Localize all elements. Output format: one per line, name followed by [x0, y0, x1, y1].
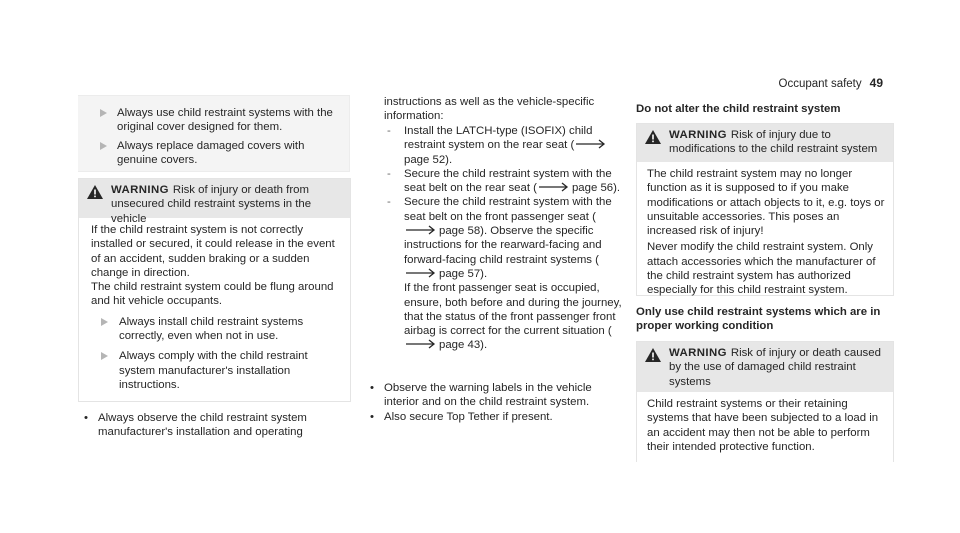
list-item — [384, 195, 629, 352]
item-text — [404, 281, 629, 352]
warning-box — [636, 123, 894, 296]
instruction-text: Always use child restraint systems with the original cover designed for them. — [117, 107, 333, 134]
bullet-list — [78, 411, 343, 440]
list-item: • Always observe the child restraint system manufacturer's installation and operating — [78, 411, 343, 440]
warning-body — [79, 218, 350, 400]
warning-paragraph: If the child restraint system is not correctly installed or secured, it could release in the event of an accident, sudden braking or a sudden change in direction. — [91, 224, 335, 279]
warning-label: WARNING — [669, 129, 727, 141]
list-item: • Also secure Top Tether if present. — [364, 410, 626, 424]
warning-box — [636, 341, 894, 462]
list-item: • Observe the warning labels in the vehicle interior and on the child restraint system. — [364, 381, 626, 410]
instruction-text: Always install child restraint systems correctly, even when not in use. — [119, 315, 304, 343]
warning-paragraph: The child restraint system could be flung around and hit vehicle occupants. — [91, 281, 334, 308]
warning-header — [637, 342, 893, 392]
page-reference-arrow-icon — [576, 139, 606, 149]
instruction-box — [78, 95, 350, 172]
page-header — [779, 76, 883, 91]
warning-title: Risk of injury or death caused by the use of damaged child restraint systems — [669, 347, 881, 388]
warning-header — [637, 124, 893, 162]
warning-body — [637, 162, 893, 306]
instruction-text: Always replace damaged covers with genuine covers. — [117, 140, 305, 167]
item-text: Secure the child restraint system with the seat belt on the front passenger seat ( — [404, 196, 612, 223]
warning-triangle-icon — [645, 348, 661, 362]
warning-label: WARNING — [669, 347, 727, 359]
page-reference-arrow-icon — [406, 339, 436, 349]
page-reference-link[interactable]: page 57). — [439, 267, 488, 280]
instruction-text: Always comply with the child restraint system manufacturer's installation instructions. — [119, 350, 308, 391]
paragraph: instructions as well as the vehicle-specific information: — [384, 96, 595, 123]
warning-box — [78, 178, 351, 402]
page-reference-arrow-icon — [406, 268, 436, 278]
instruction-item — [78, 139, 347, 168]
list-item — [384, 124, 629, 167]
page-reference-arrow-icon — [406, 225, 436, 235]
page-reference-link[interactable]: page 43). — [439, 339, 488, 352]
page-reference-arrow-icon — [539, 182, 569, 192]
warning-paragraph: Child restraint systems or their retaining systems that have been subjected to a load in an accident may then not be able to perform their intended protective function. — [647, 398, 879, 453]
instruction-item — [79, 315, 342, 344]
section-title: Occupant safety — [778, 78, 862, 90]
page-reference-link[interactable]: page 56). — [571, 182, 621, 195]
page-reference-link[interactable]: page 58). Observe the specific instructions for the rearward-facing and forward-facing child restraint systems ( — [404, 225, 602, 266]
instruction-item — [78, 106, 347, 135]
dash-list — [384, 124, 629, 353]
list-item — [384, 167, 629, 196]
section-heading: Only use child restraint systems which are in proper working condition — [636, 306, 881, 333]
section-heading: Do not alter the child restraint system — [636, 103, 841, 115]
warning-label: WARNING — [111, 184, 169, 196]
page-reference-link[interactable]: page 52). — [404, 153, 453, 166]
instruction-item — [79, 349, 342, 392]
item-text: Secure the child restraint system with the seat belt on the rear seat ( — [404, 167, 612, 195]
warning-paragraph: The child restraint system may no longer function as it is supposed to if you make modifications or attach objects to it, e.g. toys or unsuitable accessories. This poses an increased risk of injury! — [647, 168, 885, 238]
page-number: 49 — [869, 76, 883, 90]
warning-title: Risk of injury due to modifications to the child restraint system — [669, 129, 878, 156]
warning-body — [637, 392, 893, 462]
warning-triangle-icon — [87, 185, 103, 199]
warning-triangle-icon — [645, 130, 661, 144]
warning-header — [79, 179, 350, 225]
item-text: Install the LATCH-type (ISOFIX) child restraint system on the rear seat ( — [404, 125, 593, 152]
item-text: If the front passenger seat is occupied, ensure, both before and during the journey, that the status of the front passenger front airbag is correct for the current situation ( — [404, 282, 622, 338]
warning-paragraph: Never modify the child restraint system. Only attach accessories which the manufacturer of the child restraint system has authorized especially for this child restraint system. — [647, 241, 876, 297]
bullet-list — [364, 381, 626, 424]
warning-title: Risk of injury or death from unsecured child restraint systems in the vehicle — [111, 184, 312, 225]
